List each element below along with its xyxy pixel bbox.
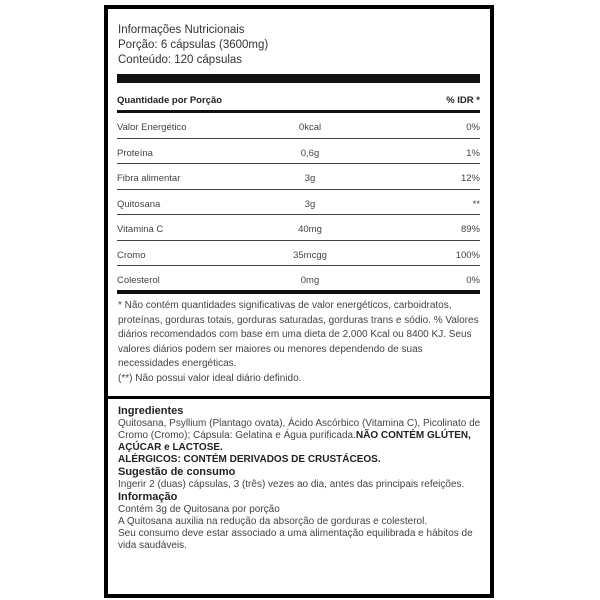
nutrient-name: Quitosana xyxy=(117,198,161,210)
content-info: Conteúdo: 120 cápsulas xyxy=(118,54,243,66)
nutrient-idr: 0% xyxy=(466,275,480,286)
ingredients-text xyxy=(118,418,488,455)
nutrient-quantity: 40mg xyxy=(298,224,322,235)
table-row xyxy=(117,164,480,190)
nutrition-facts-panel xyxy=(108,9,490,399)
label-title: Informações Nutricionais xyxy=(118,24,245,36)
allergen-warning: ALÉRGICOS: CONTÉM DERIVADOS DE CRUSTÁCEOS. xyxy=(118,454,381,466)
nutrient-idr: 1% xyxy=(466,147,480,159)
nutrient-idr: 12% xyxy=(460,173,480,184)
portion-info: Porção: 6 cápsulas (3600mg) xyxy=(118,39,269,51)
table-row xyxy=(117,190,480,216)
info-line-3: Seu consumo deve estar associado a uma alimentação equilibrada e hábitos de vida saudáveis. xyxy=(118,527,473,552)
usage-text: Ingerir 2 (duas) cápsulas, 3 (três) vezes ao dia, antes das principais refeições. xyxy=(118,478,465,490)
thick-divider xyxy=(117,74,480,83)
nutrient-quantity: 0mg xyxy=(300,275,320,286)
nutrient-idr: 100% xyxy=(455,249,480,261)
table-bottom-divider xyxy=(117,290,480,294)
nutrient-name: Valor Energético xyxy=(117,122,187,133)
footnote-disclaimer: * Não contém quantidades significativas de valor energéticos, carboidratos, proteínas, gorduras totais, gorduras saturadas, gorduras trans e sódio. % Valores diários recomendados com base em uma dieta de 2.000 Kcal ou 8400 KJ. Seus valores diários podem ser maiores ou menores dependendo de suas necessidades energéticas. xyxy=(118,300,479,369)
ingredients-heading: Ingredientes xyxy=(118,405,184,417)
nutrient-quantity: 0kcal xyxy=(298,122,322,133)
table-header xyxy=(117,87,480,109)
footnote-no-ideal-value: (**) Não possui valor ideal diário definido. xyxy=(118,372,302,384)
nutrient-name: Fibra alimentar xyxy=(117,173,181,184)
footnote xyxy=(118,299,483,386)
ingredients-list: Quitosana, Psyllium (Plantago ovata), Ácido Ascórbico (Vitamina C), Picolinato de Cromo (Cromo); Cápsula: Gelatina e Água purificada. xyxy=(118,417,481,441)
nutrient-idr: ** xyxy=(472,198,480,210)
nutrient-name: Cromo xyxy=(117,249,146,261)
table-row xyxy=(117,139,480,165)
nutrient-name: Proteína xyxy=(117,147,153,159)
column-header-quantity: Quantidade por Porção xyxy=(117,95,223,106)
info-line-1: Contém 3g de Quitosana por porção xyxy=(118,503,280,515)
table-row xyxy=(117,241,480,267)
table-row xyxy=(117,266,480,291)
info-heading: Informação xyxy=(118,491,178,504)
nutrient-idr: 0% xyxy=(466,122,480,133)
info-line-2: A Quitosana auxilia na redução da absorção de gorduras e colesterol. xyxy=(118,515,428,527)
nutrient-rows xyxy=(117,113,480,291)
label-header xyxy=(118,23,268,68)
nutrient-name: Vitamina C xyxy=(117,224,164,235)
nutrient-quantity: 3g xyxy=(304,173,316,184)
nutrient-name: Colesterol xyxy=(117,275,160,286)
nutrient-quantity: 35mcgg xyxy=(293,249,327,261)
product-info-section xyxy=(118,405,488,552)
table-row xyxy=(117,113,480,139)
usage-heading: Sugestão de consumo xyxy=(118,466,236,479)
table-row xyxy=(117,215,480,241)
nutrient-idr: 89% xyxy=(460,224,480,235)
nutrient-quantity: 0,6g xyxy=(300,147,320,159)
gluten-warning: NÃO CONTÉM GLÚTEN, AÇÚCAR e LACTOSE. xyxy=(118,429,471,453)
nutrition-label xyxy=(104,5,494,598)
column-header-idr: % IDR * xyxy=(446,95,480,106)
nutrient-quantity: 3g xyxy=(304,198,316,210)
